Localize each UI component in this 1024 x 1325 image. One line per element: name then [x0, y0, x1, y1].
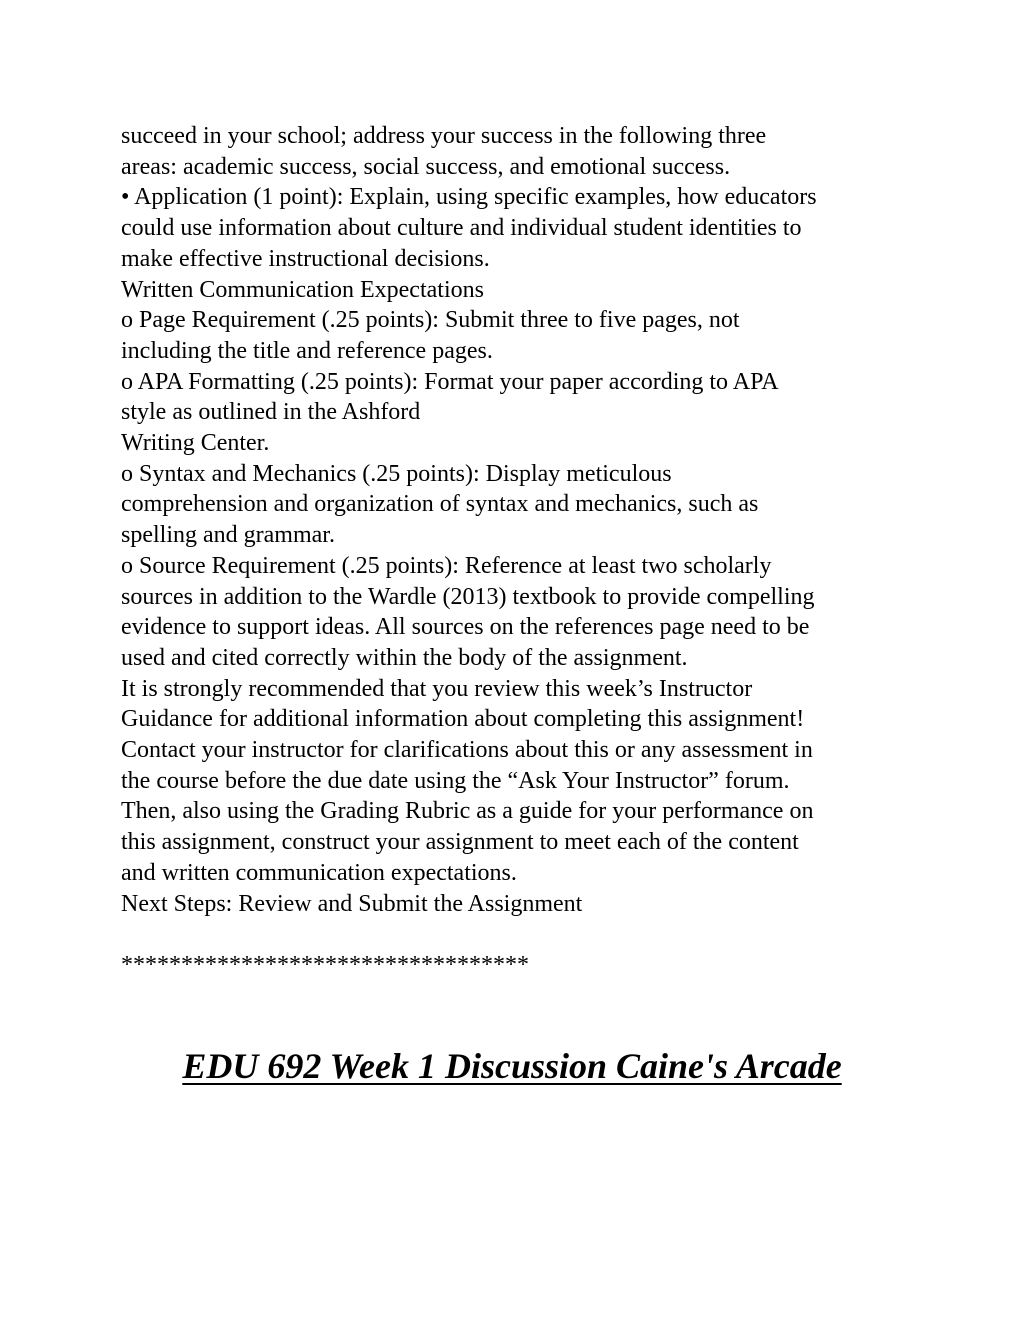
body-line: this assignment, construct your assignment to meet each of the content: [121, 829, 799, 856]
body-line: evidence to support ideas. All sources on the references page need to be: [121, 614, 810, 641]
next-steps-line: Next Steps: Review and Submit the Assignment: [121, 890, 583, 917]
body-line: areas: academic success, social success, and emotional success.: [121, 153, 731, 180]
body-line: succeed in your school; address your success in the following three: [121, 123, 767, 149]
blank-line: [121, 919, 921, 950]
body-line: It is strongly recommended that you review this week’s Instructor: [121, 675, 753, 702]
document-body: [121, 121, 921, 981]
body-line: o Source Requirement (.25 points): Reference at least two scholarly: [121, 552, 772, 579]
body-line: sources in addition to the Wardle (2013) textbook to provide compelling: [121, 583, 815, 610]
body-line: including the title and reference pages.: [121, 337, 493, 364]
asterisk-separator: **********************************: [121, 951, 529, 978]
body-line: the course before the due date using the “Ask Your Instructor” forum.: [121, 767, 790, 794]
body-line: Guidance for additional information about completing this assignment!: [121, 706, 805, 733]
body-line: spelling and grammar.: [121, 522, 335, 549]
body-line: Contact your instructor for clarifications about this or any assessment in: [121, 737, 813, 764]
body-line: make effective instructional decisions.: [121, 245, 490, 272]
body-line: and written communication expectations.: [121, 859, 517, 886]
body-line: • Application (1 point): Explain, using specific examples, how educators: [121, 184, 817, 211]
body-line: o Page Requirement (.25 points): Submit three to five pages, not: [121, 307, 740, 334]
body-line: Then, also using the Grading Rubric as a guide for your performance on: [121, 798, 814, 825]
body-line: could use information about culture and individual student identities to: [121, 215, 802, 242]
body-line: Writing Center.: [121, 430, 270, 457]
document-heading: EDU 692 Week 1 Discussion Caine's Arcade: [182, 1046, 842, 1086]
body-line: o Syntax and Mechanics (.25 points): Display meticulous: [121, 460, 672, 487]
body-line: comprehension and organization of syntax and mechanics, such as: [121, 491, 759, 518]
body-line: used and cited correctly within the body of the assignment.: [121, 644, 688, 671]
body-line: style as outlined in the Ashford: [121, 399, 421, 426]
body-line: o APA Formatting (.25 points): Format your paper according to APA: [121, 368, 779, 395]
section-heading: Written Communication Expectations: [121, 276, 484, 303]
